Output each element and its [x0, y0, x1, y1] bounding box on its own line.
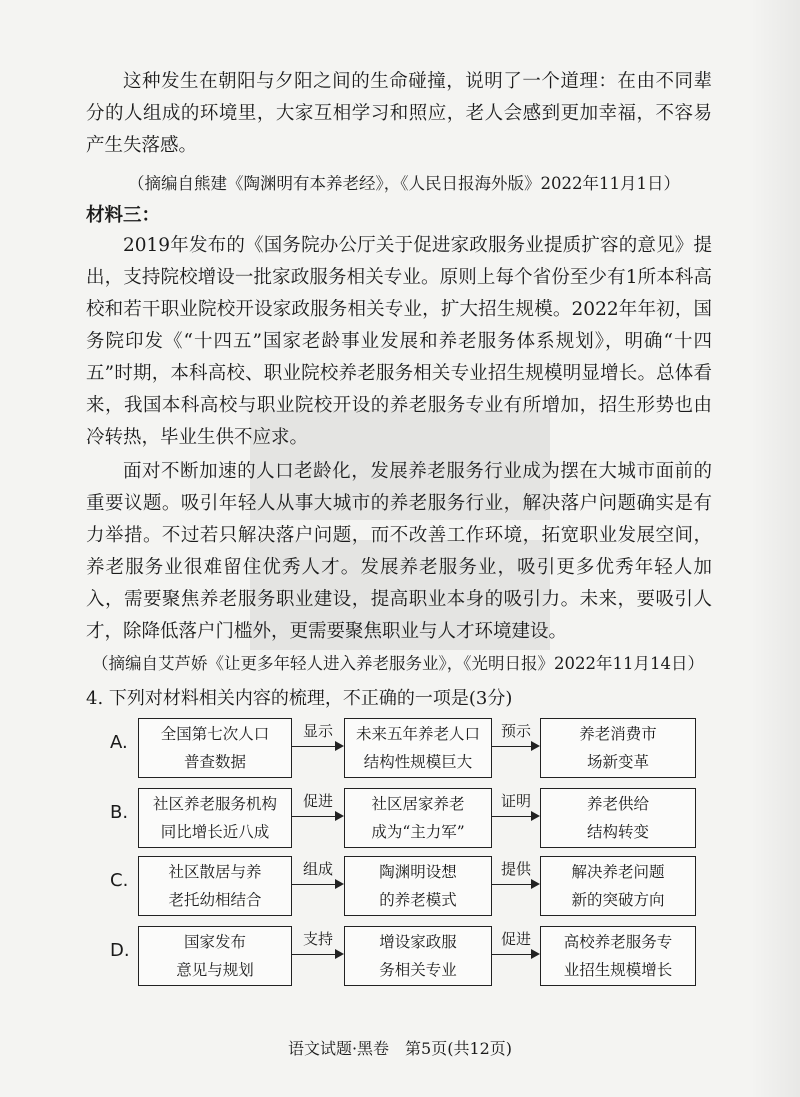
option-d-box-2: 增设家政服 务相关专业 [344, 926, 492, 986]
option-letter: B. [110, 802, 129, 823]
option-b-arrow-2 [492, 792, 540, 822]
option-d-box-3: 高校养老服务专 业招生规模增长 [540, 926, 696, 986]
arrow-label: 促进 [302, 792, 333, 810]
option-b-box-1: 社区养老服务机构 同比增长近八成 [138, 788, 292, 848]
option-a-box-3: 养老消费市 场新变革 [540, 718, 696, 778]
option-a-arrow-1 [292, 722, 344, 752]
option-a-box-2: 未来五年养老人口 结构性规模巨大 [344, 718, 492, 778]
option-letter: C. [110, 870, 129, 891]
page-edge-shadow [750, 0, 800, 1097]
option-d-box-1: 国家发布 意见与规划 [138, 926, 292, 986]
option-d-arrow-2 [492, 930, 540, 960]
option-a-box-1: 全国第七次人口 普查数据 [138, 718, 292, 778]
arrow-label: 预示 [500, 722, 531, 740]
option-a-arrow-2 [492, 722, 540, 752]
option-c-arrow-1 [292, 860, 344, 890]
options-diagram [110, 710, 730, 1000]
option-b-arrow-1 [292, 792, 344, 822]
source-citation-2: （摘编自艾芦娇《让更多年轻人进入养老服务业》，《光明日报》2022年11月14日） [92, 654, 704, 673]
paragraph-aging: 面对不断加速的人口老龄化，发展养老服务行业成为摆在大城市面前的重要议题。吸引年轻人从事大城市的养老服务行业，解决落户问题确实是有力举措。不过若只解决落户问题，而不改善工作环境，拓宽职业发展空间，养老服务业很难留住优秀人才。发展养老服务业，吸引更多优秀年轻人加入，需要聚焦养老服务职业建设，提高职业本身的吸引力。未来，要吸引人才，除降低落户门槛外，更需要聚焦职业与人才环境建设。 [86, 461, 712, 642]
material-three-heading: 材料三： [86, 205, 161, 226]
arrow-label: 支持 [302, 930, 333, 948]
option-letter: A. [110, 732, 128, 753]
option-b-box-2: 社区居家养老 成为“主力军” [344, 788, 492, 848]
option-d-arrow-1 [292, 930, 344, 960]
arrow-label: 显示 [302, 722, 333, 740]
paragraph-generations: 这种发生在朝阳与夕阳之间的生命碰撞，说明了一个道理：在由不同辈分的人组成的环境里，大家互相学习和照应，老人会感到更加幸福，不容易产生失落感。 [86, 71, 712, 156]
page-footer: 语文试题·黑卷 第5页(共12页) [287, 1039, 513, 1058]
source-citation-1: （摘编自熊建《陶渊明有本养老经》，《人民日报海外版》2022年11月1日） [128, 174, 680, 193]
arrow-label: 提供 [500, 860, 531, 878]
question-4: 4. 下列对材料相关内容的梳理，不正确的一项是(3分) [86, 688, 513, 709]
paragraph-policy: 2019年发布的《国务院办公厅关于促进家政服务业提质扩容的意见》提出，支持院校增设一批家政服务相关专业。原则上每个省份至少有1所本科高校和若干职业院校开设家政服务相关专业，扩大招生规模。2022年年初，国务院印发《“十四五”国家老龄事业发展和养老服务体系规划》，明确“十四五”时期，本科高校、职业院校养老服务相关专业招生规模明显增长。总体看来，我国本科高校与职业院校开设的养老服务专业有所增加，招生形势也由冷转热，毕业生供不应求。 [86, 235, 712, 448]
arrow-label: 组成 [302, 860, 333, 878]
arrow-label: 证明 [500, 792, 531, 810]
option-c-box-1: 社区散居与养 老托幼相结合 [138, 856, 292, 916]
option-c-box-2: 陶渊明设想 的养老模式 [344, 856, 492, 916]
arrow-label: 促进 [500, 930, 531, 948]
option-c-box-3: 解决养老问题 新的突破方向 [540, 856, 696, 916]
option-letter: D. [110, 940, 130, 961]
option-c-arrow-2 [492, 860, 540, 890]
option-b-box-3: 养老供给 结构转变 [540, 788, 696, 848]
